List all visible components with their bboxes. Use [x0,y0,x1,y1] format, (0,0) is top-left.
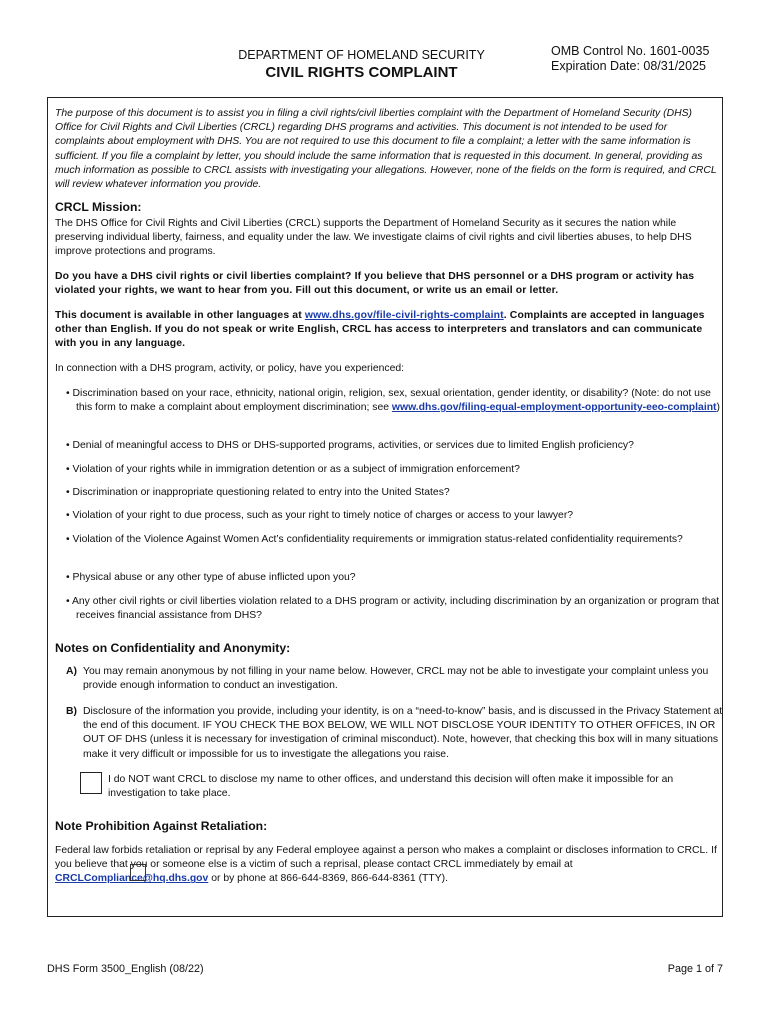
no-disclosure-checkbox[interactable] [80,772,102,794]
department-heading: DEPARTMENT OF HOMELAND SECURITY [238,48,485,62]
bullet-detention: • Violation of your rights while in immigration detention or as a subject of immigration enforcement? [66,464,520,475]
connection-text: In connection with a DHS program, activity, or policy, have you experienced: [55,363,405,374]
omb-control-number: OMB Control No. 1601-0035 [551,44,710,58]
bullet-other: • Any other civil rights or civil liberties violation related to a DHS program or activity, including discrimination by an organization or program that receives financial assistance from DHS? [66,596,720,622]
retaliation-heading: Note Prohibition Against Retaliation: [55,819,268,833]
intro-paragraph: The purpose of this document is to assist you in filing a civil rights/civil liberties complaint with the Department of Homeland Security (DHS) Office for Civil Rights and Civil Liberties (CRCL) regarding DHS programs and activities. This document is not intended to be used for complaints about employment with DHS. You are not required to use this document to file a complaint; a letter with the same information is sufficient. If you file a complaint by letter, you should include the same information that is requested in this document. In general, providing as much information as possible to CRCL assists with investigating your allegations. However, none of the fields on the form is required, and CRCL will review whatever information you provide. [55,108,717,191]
file-complaint-link[interactable]: www.dhs.gov/file-civil-rights-complaint [304,310,504,321]
form-title: CIVIL RIGHTS COMPLAINT [265,64,458,81]
form-id: DHS Form 3500_English (08/22) [47,963,204,975]
page-number: Page 1 of 7 [667,963,723,975]
note-b-label: B) [66,706,77,717]
no-disclosure-label: I do NOT want CRCL to disclose my name to other offices, and understand this decision will often make it impossible for an investigation to take place. [108,774,674,800]
expiration-date: Expiration Date: 08/31/2025 [551,59,706,73]
languages-pre: This document is available in other languages at [55,310,305,321]
bullet-discrimination-text: • Discrimination based on your race, ethnicity, national origin, religion, sex, sexual orientation, gender identity, or disability? (Note: do not use this form to make a complaint about employment discrimination; see [66,388,711,414]
note-b [66,705,733,762]
note-a [66,665,733,693]
retaliation-text-post: or by phone at 866-644-8369, 866-644-8361 (TTY). [208,873,449,885]
languages-paragraph [55,309,719,352]
bullet-language-access: • Denial of meaningful access to DHS or DHS-supported programs, activities, or services due to limited English proficiency? [66,440,634,451]
bullet-close-paren: ) [716,402,720,414]
note-b-text: Disclosure of the information you provide, including your identity, is on a “need-to-know” basis, and is discussed in the Privacy Statement at the end of this document. IF YOU CHECK THE BOX BELOW, WE WILL NOT DISCLOSE YOUR IDENTITY TO OTHER OFFICES, IN OR OUT OF DHS (unless it is necessary for investigation of criminal misconduct). Note, however, that checking this box will in many situations make it very difficult or impossible for us to investigate the allegations you raise. [83,706,723,760]
bullet-vawa: • Violation of the Violence Against Women Act’s confidentiality requirements or immigration status-related confidentiality requirements? [66,534,683,545]
complaint-question: Do you have a DHS civil rights or civil liberties complaint? If you believe that DHS personnel or a DHS program or activity has violated your rights, we want to hear from you. Fill out this document, or write us an email or letter. [55,271,695,297]
note-a-text: You may remain anonymous by not filling in your name below. However, CRCL may not be able to investigate your complaint unless you provide enough information to conduct an investigation. [83,666,709,692]
omb-block [551,44,709,74]
confidentiality-heading: Notes on Confidentiality and Anonymity: [55,641,291,655]
form-field-box[interactable] [130,864,146,881]
bullet-abuse: • Physical abuse or any other type of abuse inflicted upon you? [66,572,356,583]
crcl-email-link[interactable]: CRCLCompliance@hq.dhs.gov [55,873,209,885]
mission-text: The DHS Office for Civil Rights and Civil Liberties (CRCL) supports the Department of Homeland Security as it secures the nation while preserving individual liberty, fairness, and equality under the law. We investigate claims of civil rights and civil liberties abuses, to help DHS improve protections and programs. [55,218,692,258]
bullet-due-process: • Violation of your right to due process, such as your right to timely notice of charges or access to your lawyer? [66,510,574,521]
retaliation-text-pre: Federal law forbids retaliation or reprisal by any Federal employee against a person who makes a complaint or discloses information to CRCL. If you believe that you or someone else is a victim of such a reprisal, please contact CRCL immediately by email at [55,845,717,871]
bullet-discrimination [66,387,724,415]
eeo-complaint-link[interactable]: www.dhs.gov/filing-equal-employment-opportunity-eeo-complaint [391,402,717,414]
mission-heading: CRCL Mission: [55,200,142,214]
note-a-label: A) [66,666,77,677]
bullet-entry: • Discrimination or inappropriate questioning related to entry into the United States? [66,487,450,498]
languages-post: . Complaints are accepted in languages other than English. If you do not speak or write English, CRCL has access to interpreters and translators and can communicate with you in any language. [55,310,705,350]
retaliation-text [55,844,719,887]
